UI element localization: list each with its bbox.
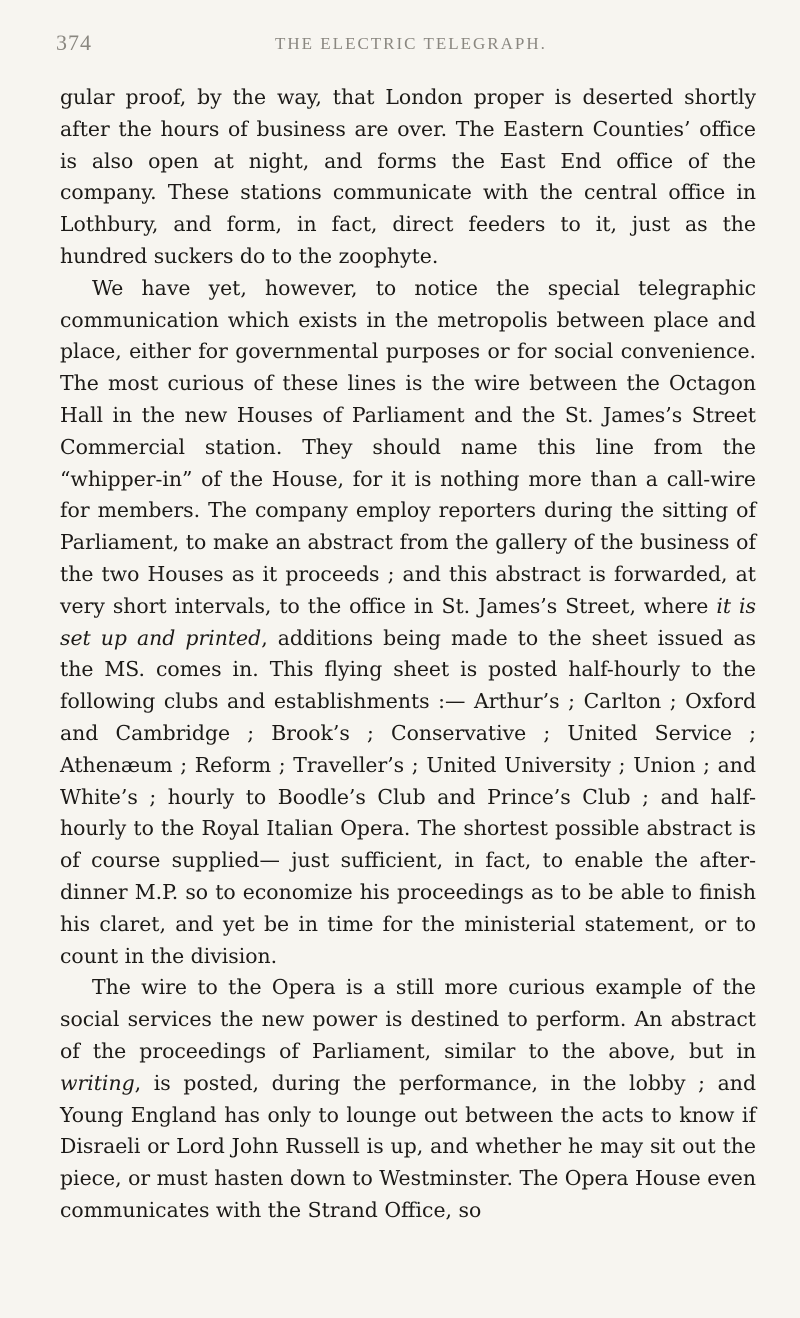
paragraph-3 <box>60 972 756 1226</box>
italic-text: writing <box>60 1070 135 1095</box>
book-page <box>56 30 757 1227</box>
text-segment: , additions being made to the sheet issued as the MS. comes in. This flying sheet is posted half-hourly to the following clubs and establishments :— Arthur’s ; Carlton ; Oxford and Cambridge ; Brook’s ; Conservative ; United Service ; Athenæum ; Reform ; Traveller’s ; United University ; Union ; and White’s ; hourly to Boodle’s Club and Prince’s Club ; and half-hourly to the Royal Italian Opera. The shortest possible abstract is of course supplied— just sufficient, in fact, to enable the after-dinner M.P. so to economize his proceedings as to be able to finish his claret, and yet be in time for the ministerial statement, or to count in the division. <box>60 625 757 968</box>
text-segment: We have yet, however, to notice the special telegraphic communication which exists in the metropolis between place and place, either for governmental purposes or for social convenience. The most curious of these lines is the wire between the Octagon Hall in the new Houses of Parliament and the St. James’s Street Commercial station. They should name this line from the “whipper-in” of the House, for it is nothing more than a call-wire for members. The company employ reporters during the sitting of Parliament, to make an abstract from the gallery of the business of the two Houses as it proceeds ; and this abstract is forwarded, at very short intervals, to the office in St. James’s Street, where <box>60 275 756 618</box>
page-number: 374 <box>56 30 92 55</box>
running-title: THE ELECTRIC TELEGRAPH. <box>275 34 547 53</box>
paragraph-1 <box>60 82 756 273</box>
paragraph-2 <box>60 273 756 973</box>
text-segment: The wire to the Opera is a still more curious example of the social services the new power is destined to perform. An abstract of the proceedings of Parliament, similar to the above, but in <box>60 975 756 1063</box>
running-head <box>56 30 756 64</box>
italic-text: it is set up and printed <box>60 593 756 650</box>
body-text <box>60 82 756 1227</box>
text-segment: gular proof, by the way, that London proper is deserted shortly after the hours of business are over. The Eastern Counties’ office is also open at night, and forms the East End office of the company. These stations communicate with the central office in Lothbury, and form, in fact, direct feeders to it, just as the hundred suckers do to the zoophyte. <box>60 85 756 268</box>
text-segment: , is posted, during the performance, in the lobby ; and Young England has only to lounge out between the acts to know if Disraeli or Lord John Russell is up, and whether he may sit out the piece, or must hasten down to Westminster. The Opera House even communicates with the Strand Office, so <box>60 1070 756 1222</box>
